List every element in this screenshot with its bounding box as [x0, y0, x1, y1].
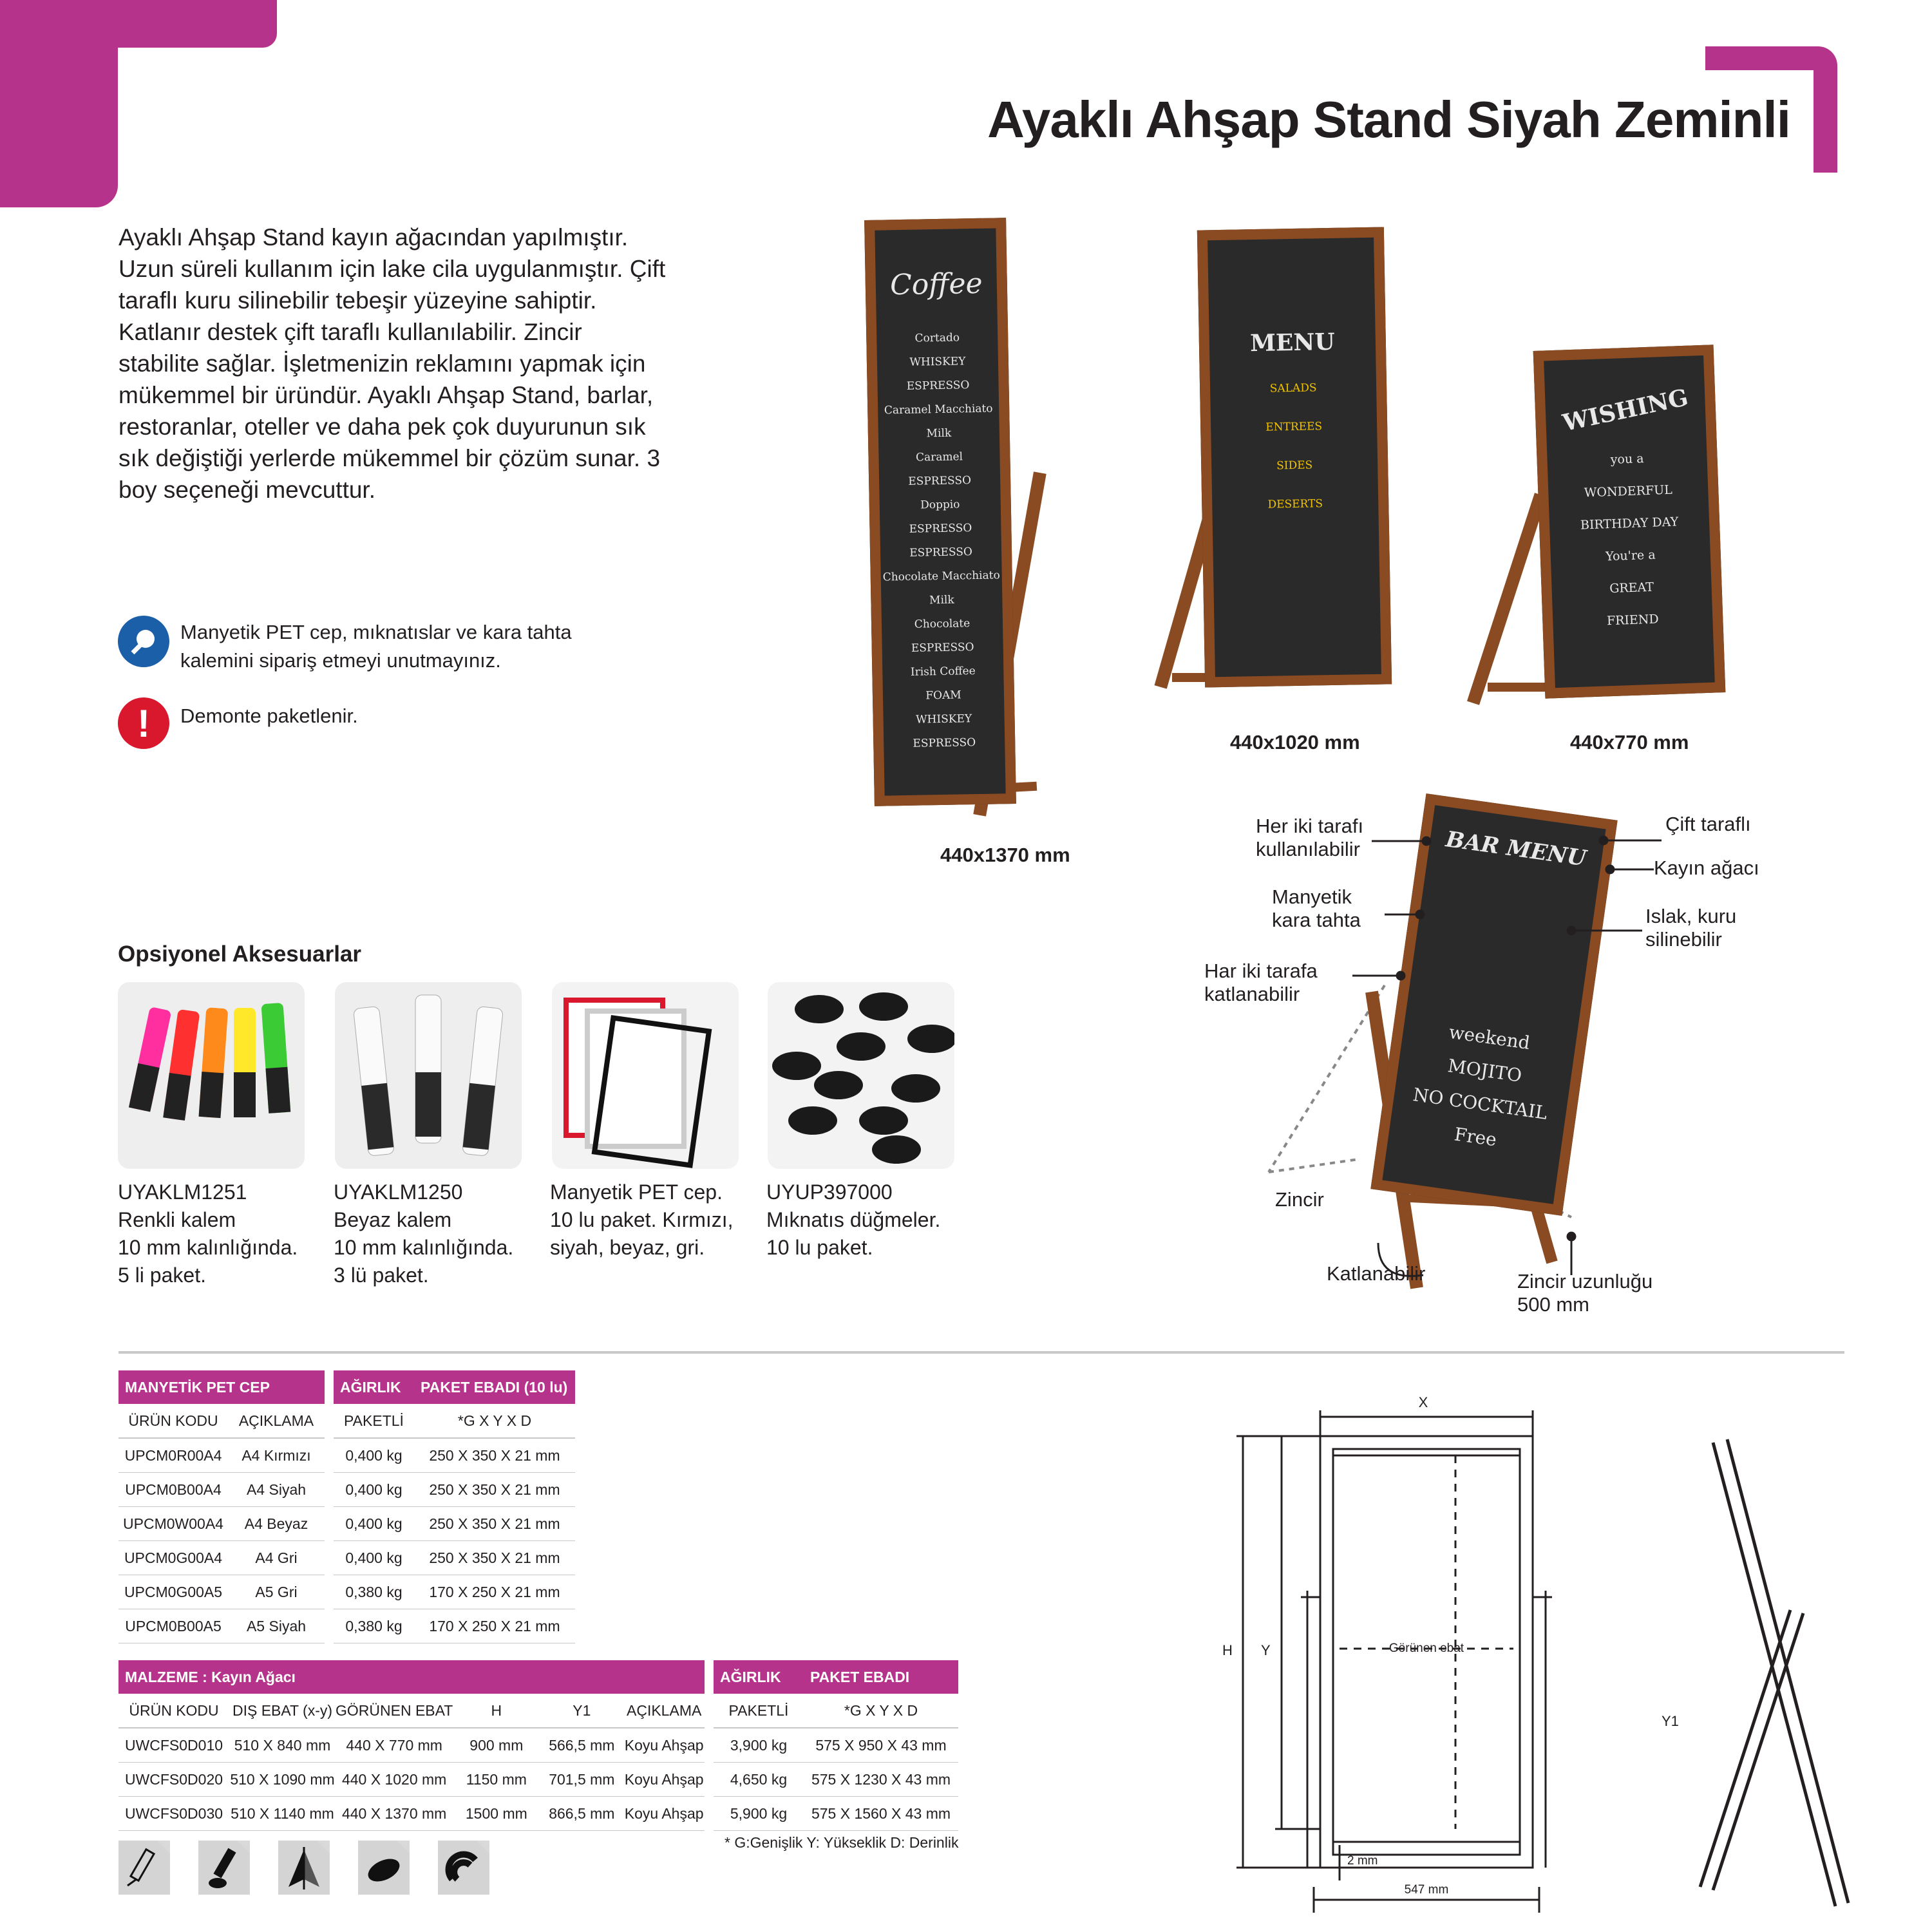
callout-magnetic: Manyetik kara tahta	[1272, 886, 1361, 931]
accessory-line: 3 lü paket.	[334, 1264, 429, 1287]
table-column-header: *G X Y X D	[804, 1694, 958, 1728]
table-cell: UPCM0G00A4	[118, 1541, 228, 1575]
table-cell: Koyu Ahşap	[623, 1728, 705, 1763]
callout-fold-both: Har iki tarafa katlanabilir	[1204, 960, 1318, 1005]
chalk-lines: weekend MOJITO NO COCKTAIL Free	[1412, 1021, 1549, 1151]
table-column-header: PAKETLİ	[714, 1694, 804, 1728]
chalk-title: BAR MENU	[1444, 826, 1588, 872]
chalk-lines: you a WONDERFUL BIRTHDAY DAY You're a GREAT FRIEND	[1580, 451, 1679, 629]
corner-decoration-left	[0, 0, 118, 207]
magnet-buttons-image	[768, 982, 954, 1169]
chalk-title: WISHING	[1560, 384, 1691, 437]
table-cell: 440 X 1370 mm	[336, 1797, 453, 1831]
table-column-header: GÖRÜNEN EBAT	[336, 1694, 453, 1728]
table-cell: 5,900 kg	[714, 1797, 804, 1831]
table-cell: A4 Kırmızı	[228, 1438, 325, 1473]
white-markers-image	[335, 982, 522, 1169]
stand-large-image	[844, 219, 1114, 811]
accessory-line: UYAKLM1251	[118, 1180, 247, 1204]
order-note: Manyetik PET cep, mıknatıslar ve kara tahta kalemini sipariş etmeyi unutmayınız.	[180, 621, 572, 672]
table-row	[118, 1728, 958, 1763]
accessory-line: Manyetik PET cep.	[550, 1180, 723, 1204]
a-frame-icon	[278, 1841, 330, 1895]
dim-label-visible: Görünen ebat	[1388, 1642, 1464, 1655]
accessory-line: Mıknatıs düğmeler.	[766, 1208, 941, 1231]
accessory-line: 10 lu paket.	[766, 1236, 873, 1259]
table-cell: A4 Gri	[228, 1541, 325, 1575]
table-group-header: PAKET EBADI (10 lu)	[414, 1370, 575, 1404]
table-cell: A4 Beyaz	[228, 1507, 325, 1541]
table-cell: 250 X 350 X 21 mm	[414, 1473, 575, 1507]
table-cell: 575 X 950 X 43 mm	[804, 1728, 958, 1763]
table-cell: 1150 mm	[453, 1763, 540, 1797]
table-cell: UPCM0G00A5	[118, 1575, 228, 1609]
chalk-lines: Cortado WHISKEY ESPRESSO Caramel Macchiato Milk Caramel ESPRESSO Doppio ESPRESSO ESPRESSO Chocolate Macchiato Milk Chocolate ESPRESSO Irish Coffee FOAM WHISKEY ESPRESSO	[882, 331, 1000, 750]
size-label-medium: 440x1020 mm	[1230, 731, 1360, 753]
table-cell: 900 mm	[453, 1728, 540, 1763]
callout-chain-length: Zincir uzunluğu 500 mm	[1517, 1270, 1653, 1316]
table-cell: 4,650 kg	[714, 1763, 804, 1797]
table-cell: 566,5 mm	[540, 1728, 623, 1763]
warning-icon: !	[118, 697, 169, 749]
table-cell: 440 X 770 mm	[336, 1728, 453, 1763]
table-cell: 250 X 350 X 21 mm	[414, 1507, 575, 1541]
callout-foldable: Katlanabilir	[1327, 1262, 1426, 1285]
size-label-large: 440x1370 mm	[940, 844, 1070, 866]
table-cell: 0,400 kg	[334, 1473, 414, 1507]
table-cell: 575 X 1230 X 43 mm	[804, 1763, 958, 1797]
horseshoe-magnet-icon	[438, 1841, 489, 1895]
table-row	[118, 1763, 958, 1797]
table-group-header: PAKET EBADI	[804, 1660, 958, 1694]
table-column-header: DIŞ EBAT (x-y)	[229, 1694, 336, 1728]
accessory-line: 5 li paket.	[118, 1264, 206, 1287]
chalk-title: MENU	[1249, 328, 1336, 357]
table-cell: 170 X 250 X 21 mm	[414, 1575, 575, 1609]
table-cell: A5 Siyah	[228, 1609, 325, 1643]
dim-label-gap: 2 mm	[1347, 1854, 1378, 1868]
section-divider	[118, 1351, 1844, 1354]
colored-markers-image	[118, 982, 305, 1169]
stand-small-image	[1475, 348, 1726, 702]
table-cell: Koyu Ahşap	[623, 1763, 705, 1797]
accessory-line: 10 mm kalınlığında.	[118, 1236, 298, 1259]
accessory-line: 10 lu paket. Kırmızı,	[550, 1208, 734, 1231]
accessory-magnet-buttons	[766, 1179, 979, 1262]
table-column-header: AÇIKLAMA	[623, 1694, 705, 1728]
table-column-header: Y1	[540, 1694, 623, 1728]
table-cell: UPCM0B00A4	[118, 1473, 228, 1507]
info-magnifier-icon	[118, 616, 169, 667]
chalk-lines: SALADS ENTREES SIDES DESERTS	[1265, 381, 1323, 511]
accessory-line: UYUP397000	[766, 1180, 893, 1204]
size-label-small: 440x770 mm	[1570, 731, 1689, 753]
table-cell: 440 X 1020 mm	[336, 1763, 453, 1797]
dim-label-y: Y	[1261, 1642, 1271, 1658]
accessory-line: siyah, beyaz, gri.	[550, 1236, 705, 1259]
callout-wet-dry: Islak, kuru silinebilir	[1645, 905, 1737, 951]
table-cell: 250 X 350 X 21 mm	[414, 1541, 575, 1575]
stand-spec-table	[118, 1660, 958, 1831]
table-cell: A4 Siyah	[228, 1473, 325, 1507]
callout-both-sides: Her iki tarafı kullanılabilir	[1256, 815, 1364, 860]
table-cell: 510 X 1140 mm	[229, 1797, 336, 1831]
technical-drawing	[1211, 1378, 1855, 1913]
accessory-line: UYAKLM1250	[334, 1180, 463, 1204]
dim-label-x: X	[1418, 1394, 1428, 1410]
chalk-title: Coffee	[889, 267, 983, 302]
accessory-colored-markers	[118, 1179, 330, 1289]
callout-chain: Zincir	[1275, 1188, 1324, 1211]
table-row	[118, 1575, 575, 1609]
table-cell: 575 X 1560 X 43 mm	[804, 1797, 958, 1831]
table-cell: 0,380 kg	[334, 1609, 414, 1643]
table-group-header: MALZEME : Kayın Ağacı	[118, 1660, 705, 1694]
product-description: Ayaklı Ahşap Stand kayın ağacından yapılmıştır. Uzun süreli kullanım için lake cila uygulanmıştır. Çift taraflı kuru silinebilir tebeşir yüzeyine sahiptir. Katlanır destek çift taraflı kullanılabilir. Zincir stabilite sağlar. İşletmenizin reklamını yapmak için mükemmel bir üründür. Ayaklı Ahşap Stand, barlar, restoranlar, oteller ve daha pek çok duyurunun sık sık değiştiği yerlerde mükemmel bir çözüm sunar. 3 boy seçeneği mevcuttur.	[118, 224, 666, 503]
callout-lines	[1352, 831, 1739, 1320]
table-column-header: H	[453, 1694, 540, 1728]
table-cell: Koyu Ahşap	[623, 1797, 705, 1831]
table-cell: 250 X 350 X 21 mm	[414, 1438, 575, 1473]
table-cell: 3,900 kg	[714, 1728, 804, 1763]
table-column-header: PAKETLİ	[334, 1404, 414, 1438]
table-row	[118, 1609, 575, 1643]
pet-pockets-image	[552, 982, 739, 1169]
accessory-pet-pockets	[550, 1179, 762, 1262]
dim-label-y1: Y1	[1662, 1713, 1679, 1729]
table-row	[118, 1473, 575, 1507]
table-cell: UWCFS0D030	[118, 1797, 229, 1831]
accessory-line: 10 mm kalınlığında.	[334, 1236, 514, 1259]
table-cell: UWCFS0D020	[118, 1763, 229, 1797]
table-cell: 510 X 840 mm	[229, 1728, 336, 1763]
table-group-header: AĞIRLIK	[714, 1660, 804, 1694]
table-row	[118, 1541, 575, 1575]
table-row	[118, 1797, 958, 1831]
eraser-marker-icon	[198, 1841, 250, 1895]
chalk-marker-icon	[118, 1841, 170, 1895]
table-group-header: AĞIRLIK	[334, 1370, 414, 1404]
accessory-line: Renkli kalem	[118, 1208, 236, 1231]
table-cell: 510 X 1090 mm	[229, 1763, 336, 1797]
page-title: Ayaklı Ahşap Stand Siyah Zeminli	[987, 91, 1790, 148]
table-column-header: ÜRÜN KODU	[118, 1694, 229, 1728]
table-column-header: *G X Y X D	[414, 1404, 575, 1438]
accessory-line: Beyaz kalem	[334, 1208, 452, 1231]
pet-pocket-table	[118, 1370, 575, 1643]
table-cell: 701,5 mm	[540, 1763, 623, 1797]
table-row	[118, 1507, 575, 1541]
table-cell: UPCM0W00A4	[118, 1507, 228, 1541]
callout-double-sided: Çift taraflı	[1665, 813, 1751, 835]
table-footnote: * G:Genişlik Y: Yükseklik D: Derinlik	[724, 1834, 959, 1851]
dim-label-h: H	[1222, 1642, 1233, 1658]
table-cell: 0,400 kg	[334, 1507, 414, 1541]
table-cell: UPCM0B00A5	[118, 1609, 228, 1643]
accessories-heading: Opsiyonel Aksesuarlar	[118, 942, 362, 967]
table-cell: 1500 mm	[453, 1797, 540, 1831]
table-column-header: ÜRÜN KODU	[118, 1404, 228, 1438]
table-cell: 0,380 kg	[334, 1575, 414, 1609]
table-cell: 0,400 kg	[334, 1438, 414, 1473]
pack-note: Demonte paketlenir.	[180, 705, 358, 727]
table-column-header: AÇIKLAMA	[228, 1404, 325, 1438]
table-row	[118, 1438, 575, 1473]
dim-label-width: 547 mm	[1404, 1883, 1449, 1897]
table-cell: 0,400 kg	[334, 1541, 414, 1575]
accessory-white-markers	[334, 1179, 546, 1289]
table-group-header: MANYETİK PET CEP	[118, 1370, 325, 1404]
table-cell: 170 X 250 X 21 mm	[414, 1609, 575, 1643]
table-cell: UWCFS0D010	[118, 1728, 229, 1763]
callout-beech: Kayın ağacı	[1654, 857, 1759, 879]
stand-medium-image	[1159, 229, 1404, 692]
magnet-disc-icon	[358, 1841, 410, 1895]
table-cell: UPCM0R00A4	[118, 1438, 228, 1473]
table-cell: 866,5 mm	[540, 1797, 623, 1831]
table-cell: A5 Gri	[228, 1575, 325, 1609]
